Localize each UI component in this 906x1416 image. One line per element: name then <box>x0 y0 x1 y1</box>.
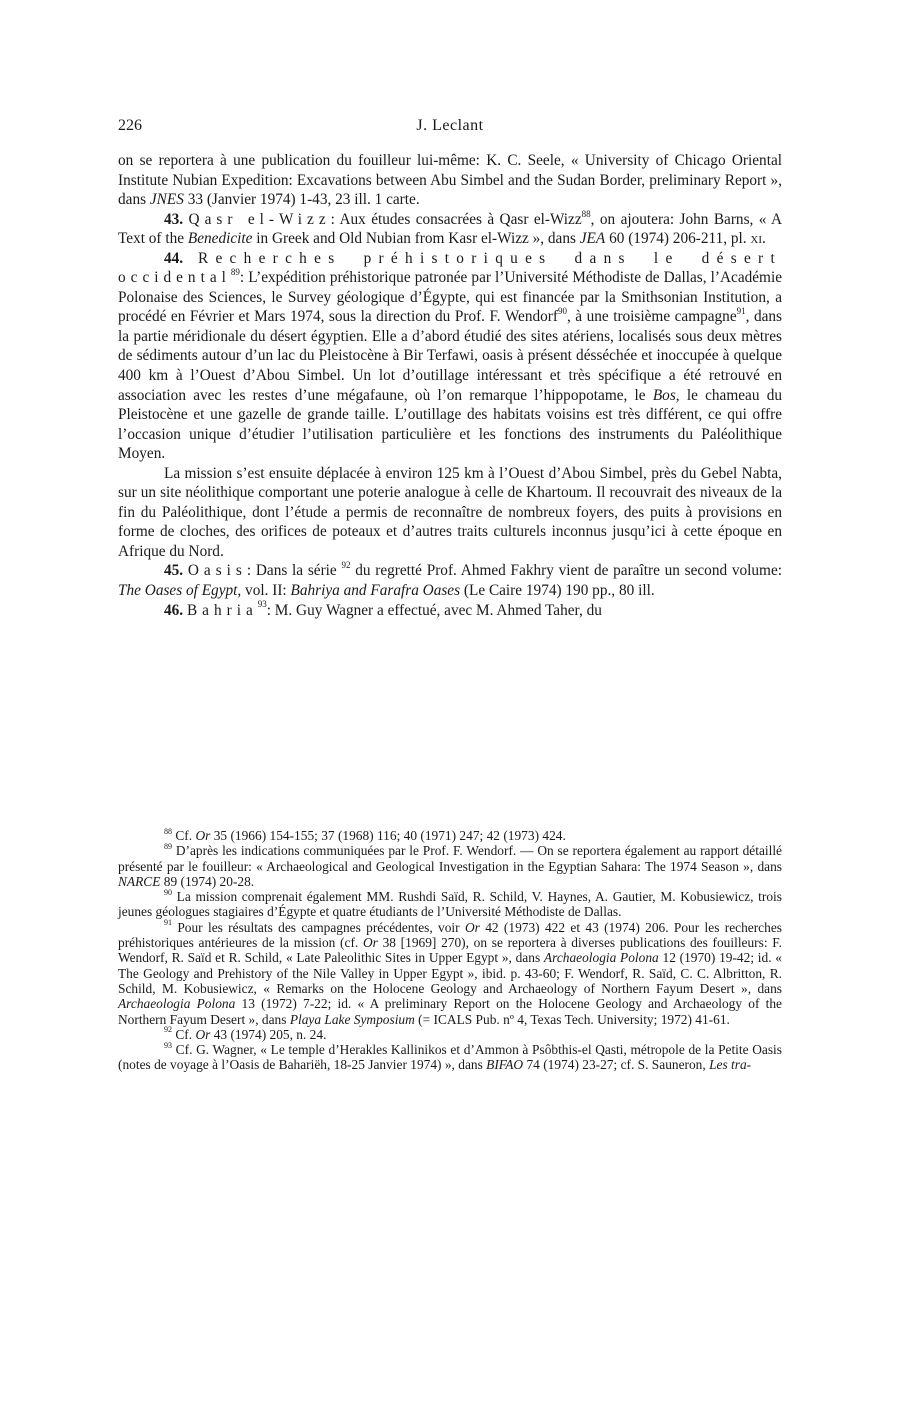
footnote-ref: 88 <box>581 208 591 219</box>
footnote-ref: 90 <box>557 306 567 317</box>
footnote-92: $^{92}$ Cf. Or 43 (1974) 205, n. 24. <box>164 1025 327 1042</box>
footnote-ref: 91 <box>736 306 746 317</box>
footnotes <box>118 828 782 1073</box>
section-title-cont: occidental <box>118 269 231 287</box>
footnote-ref: 89 <box>230 267 240 278</box>
page-number: 226 <box>118 117 142 134</box>
footnote-88: $^{88}$ Cf. Or 35 (1966) 154-155; 37 (1968) 116; 40 (1971) 247; 42 (1973) 424. <box>164 826 566 843</box>
footnote-91: $^{91}$ Pour les résultats des campagnes précédentes, voir Or 42 (1973) 422 et 43 (1974) 206. Pour les recherches préhistoriques antérieures de la mission (cf. Or 38 [1969] 270), on se reportera à diverses publications des fouilleurs: F. Wendorf, R. Saïd et R. Schild, « Late Paleolithic Sites in Upper Egypt », dans Archaeologia Polona 12 (1970) 19-42; id. « The Geology and Prehistory of the Nile Valley in Upper Egypt », ibid. p. 43-60; F. Wendorf, R. Saïd, C. C. Albritton, R. Schild, M. Kobusiewicz, « Remarks on the Holocene Geology and Archaeology of Northern Fayum Desert », dans Archaeologia Polona 13 (1972) 7-22; id. « A preliminary Report on the Holocene Geology and Archaeology of the Northern Fayum Desert », dans Playa Lake Symposium (= ICALS Pub. nº 4, Texas Tech. University; 1972) 41-61. <box>118 918 783 1027</box>
paragraph-continuation: on se reportera à une publication du fouilleur lui-même: K. C. Seele, « University of Chicago Oriental Institute Nubian Expedition: Excavations between Abu Simbel and the Sudan Border, preliminary Report », dans JNES 33 (Janvier 1974) 1-43, 23 ill. 1 carte. <box>118 152 782 209</box>
section-44-paragraph-2: La mission s’est ensuite déplacée à environ 125 km à l’Ouest d’Abou Simbel, près du Gebel Nabta, sur un site néolithique comportant une poterie analogue à celle de Khartoum. Il recouvrait des niveaux de la fin du Paléolithique, dont l’étude a permis de reconnaître de nombreux foyers, des puits à provisions en forme de cloches, des orifices de poteaux et d’autres traits culturels inconnus jusqu’ici à cette époque en Afrique du Nord. <box>118 464 782 560</box>
section-46: 46. Bahria$^{93}$: M. Guy Wagner a effectué, avec M. Ahmed Taher, du <box>164 599 602 619</box>
running-head-author: J. Leclant <box>416 117 484 134</box>
section-title: Oasis <box>187 562 247 580</box>
section-number: 43. <box>164 210 184 228</box>
footnote-90: $^{90}$ La mission comprenait également MM. Rushdi Saïd, R. Schild, V. Haynes, A. Gautier, M. Kobusiewicz, trois jeunes géologues stagiaires d’Égypte et quatre étudiants de l’Université Méthodiste de Dallas. <box>118 887 782 920</box>
section-44: 44. Recherches préhistoriques dans le désert occidental$^{89}$: L’expédition préhistorique patronée par l’Université Méthodiste de Dallas, l’Académie Polonaise des Sciences, le Survey géologique d’Égypte, qui est financée par la Smithsonian Institution, a procédé en Février et Mars 1974, sous la direction du Prof. F. Wendorf$^{90}$, à une troisième campagne$^{91}$, dans la partie méridionale du désert égyptien. Elle a d’abord étudié des sites atériens, localisés sous deux mètres de sédiments autour d’un lac du Pleistocène à Bir Terfawi, oasis à présent désséchée et inoccupée à quelque 400 km à l’Ouest d’Abou Simbel. Un lot d’outillage intéressant et très spécifique a été retrouvé en association avec les restes d’une mégafaune, où l’on remarque l’hippopotame, le Bos, le chameau du Pleistocène et une gazelle de grande taille. L’outillage des habitats voisins est très différent, ce qui offre l’occasion unique d’étudier l’utilisation particulière et les fonctions des instruments du Paléolithique Moyen. <box>118 249 782 463</box>
section-number: 45. <box>164 562 184 580</box>
section-number: 44. <box>164 249 184 267</box>
section-43: 43. Qasr el-Wizz: Aux études consacrées à Qasr el-Wizz$^{88}$, on ajoutera: John Barns, « A Text of the Benedicite in Greek and Old Nubian from Kasr el-Wizz », dans JEA 60 (1974) 206-211, pl. xi. <box>118 208 783 248</box>
footnote-89: $^{89}$ D’après les indications communiquées par le Prof. F. Wendorf. — On se reportera également au rapport détaillé présenté par le fouilleur: « Archaeological and Geological Investigation in the Egyptian Sahara: The 1974 Season », dans NARCE 89 (1974) 20-28. <box>118 841 782 889</box>
section-number: 46. <box>164 601 184 619</box>
footnote-93: $^{93}$ Cf. G. Wagner, « Le temple d’Herakles Kallinikos et d’Ammon à Psôbthis-el Qasti, métropole de la Petite Oasis (notes de voyage à l’Oasis de Bahariëh, 18-25 Janvier 1974) », dans BIFAO 74 (1974) 23-27; cf. S. Sauneron, Les tra- <box>118 1040 782 1073</box>
section-45: 45. Oasis: Dans la série $^{92}$ du regretté Prof. Ahmed Fakhry vient de paraître un second volume: The Oases of Egypt, vol. II: Bahriya and Farafra Oases (Le Caire 1974) 190 pp., 80 ill. <box>118 560 782 600</box>
running-head <box>118 117 782 137</box>
section-title: Bahria <box>186 601 258 619</box>
main-text <box>118 151 782 620</box>
footnote-ref: 93 <box>257 599 267 610</box>
section-title: Recherches préhistoriques dans le désert <box>197 249 782 267</box>
section-title: Qasr el-Wizz <box>188 210 331 228</box>
footnote-ref: 92 <box>341 560 351 571</box>
